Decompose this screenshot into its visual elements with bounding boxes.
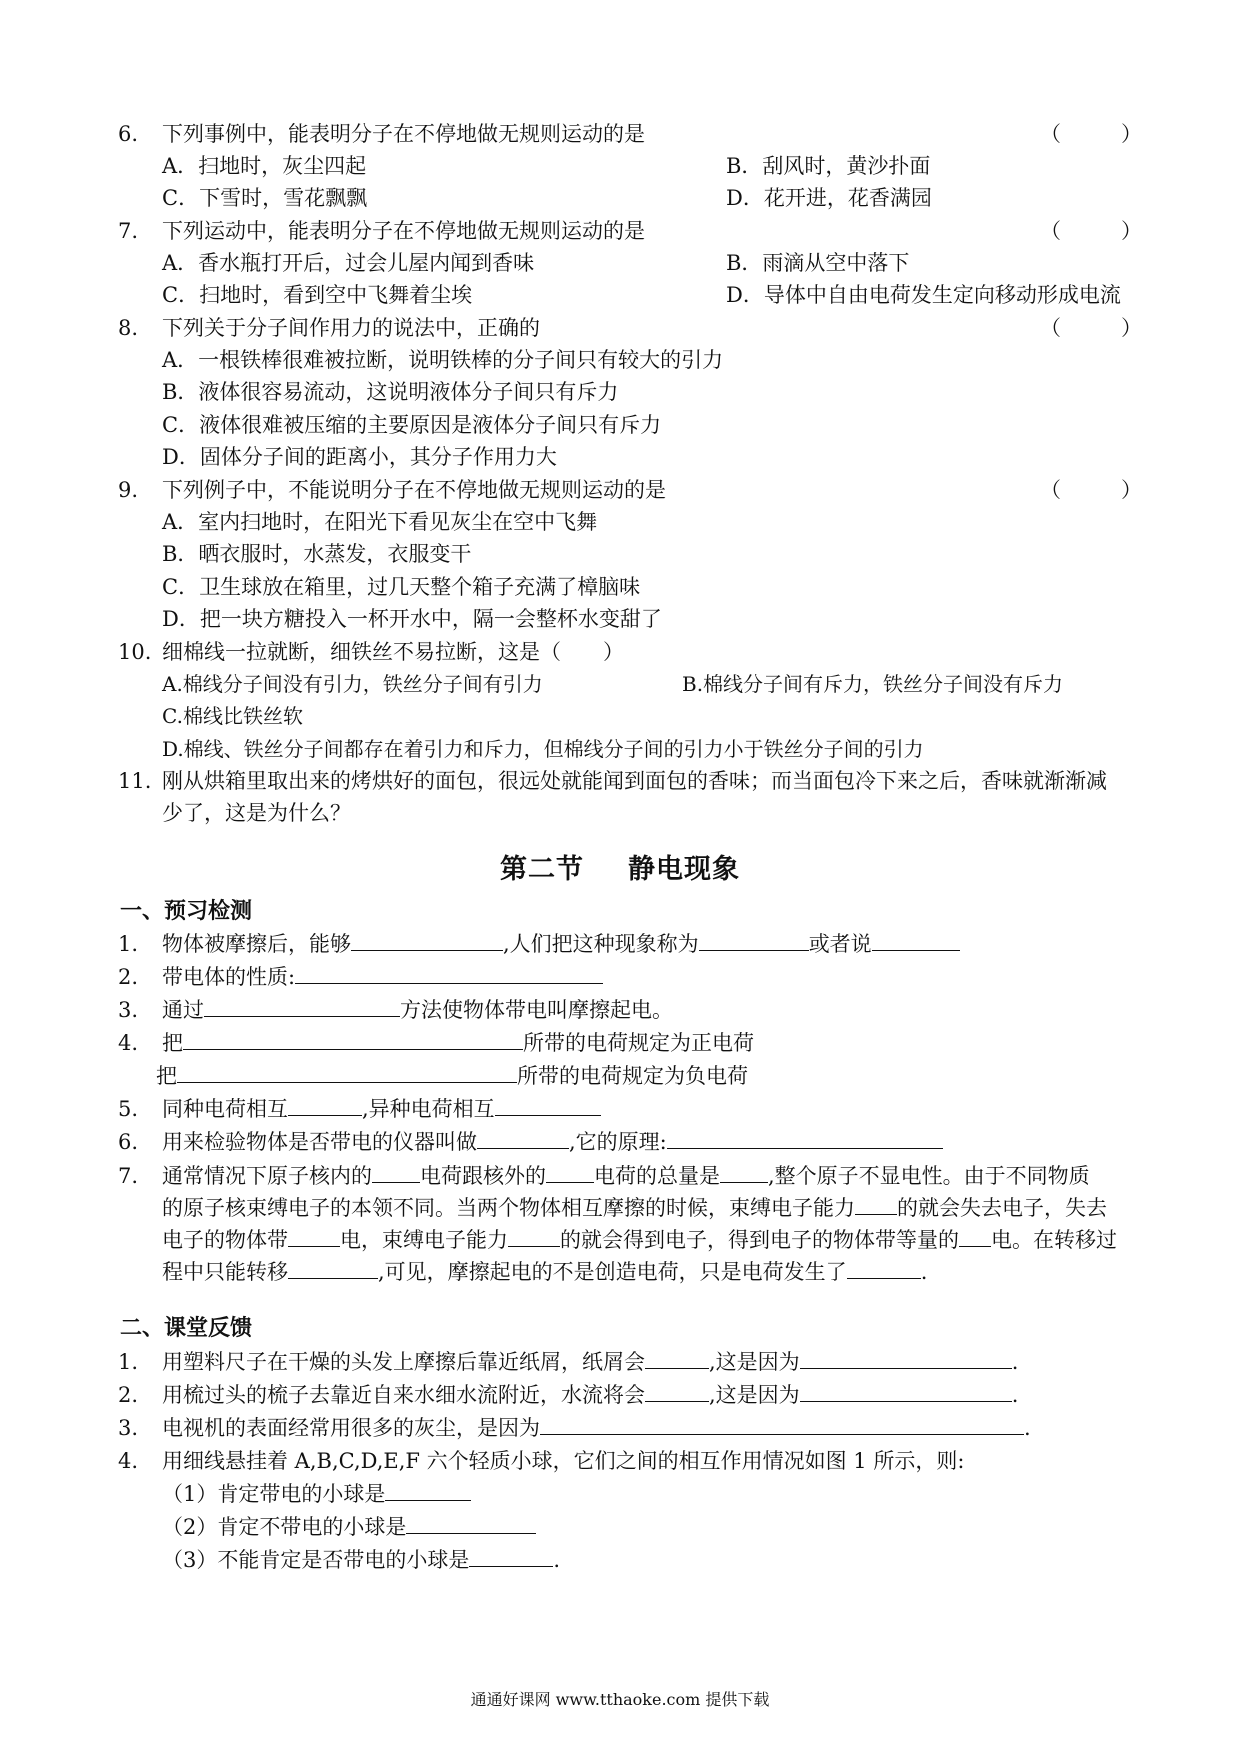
option-d: D．花开进，花香满园 [726, 186, 932, 210]
item-text: 电荷跟核外的 [420, 1164, 546, 1188]
item-number: 3. [118, 1416, 139, 1440]
option-b: B.棉线分子间有斥力，铁丝分子间没有斥力 [682, 672, 1064, 696]
item-text: 方法使物体带电叫摩擦起电。 [400, 998, 673, 1022]
item-text: 通常情况下原子核内的 [162, 1164, 372, 1188]
question-number: 8. [118, 316, 139, 340]
option-d: D.棉线、铁丝分子间都存在着引力和斥力，但棉线分子间的引力小于铁丝分子间的引力 [162, 737, 924, 761]
item-number: 1. [118, 1350, 139, 1374]
answer-blank[interactable] [800, 1348, 1012, 1369]
option-a: A．香水瓶打开后，过会儿屋内闻到香味 [162, 251, 535, 275]
option-a: A．室内扫地时，在阳光下看见灰尘在空中飞舞 [162, 510, 598, 534]
item-text: 物体被摩擦后，能够 [162, 932, 351, 956]
answer-blank[interactable] [540, 1414, 1024, 1435]
option-c: C．卫生球放在箱里，过几天整个箱子充满了樟脑味 [162, 575, 641, 599]
answer-blank[interactable] [959, 1226, 991, 1247]
page-footer: 通通好课网 www.tthaoke.com 提供下载 [470, 1690, 770, 1709]
option-a: A．扫地时，灰尘四起 [162, 154, 367, 178]
answer-blank[interactable] [699, 930, 809, 951]
item-number: 4. [118, 1031, 139, 1055]
item-text: 带电体的性质: [162, 965, 296, 989]
answer-blank[interactable] [645, 1381, 709, 1402]
question-text: 少了，这是为什么？ [162, 801, 351, 825]
answer-blank[interactable] [385, 1480, 471, 1501]
item-text: . [553, 1548, 561, 1572]
option-a: A．一根铁棒很难被拉断，说明铁棒的分子间只有较大的引力 [162, 348, 724, 372]
option-c: C．下雪时，雪花飘飘 [162, 186, 368, 210]
fill-blank-item [162, 1095, 601, 1123]
answer-blank[interactable] [406, 1513, 536, 1534]
item-text: （3）不能肯定是否带电的小球是 [162, 1548, 470, 1572]
answer-blank[interactable] [847, 1258, 921, 1279]
fill-blank-item [162, 1258, 927, 1286]
answer-blank[interactable] [495, 1095, 601, 1116]
answer-blank[interactable] [667, 1128, 943, 1149]
question-text: 刚从烘箱里取出来的烤烘好的面包，很远处就能闻到面包的香味；而当面包冷下来之后，香味就渐渐减 [162, 769, 1107, 793]
fill-blank-item [162, 1029, 754, 1057]
item-text: 所带的电荷规定为负电荷 [517, 1064, 748, 1088]
item-text: 所带的电荷规定为正电荷 [523, 1031, 754, 1055]
question-number: 9. [118, 478, 139, 502]
item-text: ,这是因为 [709, 1350, 800, 1374]
question-number: 7. [118, 219, 139, 243]
answer-parentheses: （） [1040, 478, 1202, 502]
item-text: . [1011, 1350, 1019, 1374]
question-stem: 下列例子中，不能说明分子在不停地做无规则运动的是 [162, 478, 666, 502]
item-text: 通过 [162, 998, 204, 1022]
answer-blank[interactable] [288, 1095, 362, 1116]
feedback-heading: 二、课堂反馈 [120, 1316, 253, 1341]
option-d: D．固体分子间的距离小，其分子作用力大 [162, 445, 557, 469]
item-text: 电子的物体带 [162, 1228, 288, 1252]
item-text: 同种电荷相互 [162, 1097, 288, 1121]
fill-blank-item [162, 1162, 1090, 1190]
question-number: 6. [118, 122, 139, 146]
item-text: . [1011, 1383, 1019, 1407]
answer-blank[interactable] [855, 1194, 897, 1215]
answer-parentheses: （） [1040, 316, 1202, 340]
item-text: ,它的原理: [569, 1130, 667, 1154]
item-text: 电。在转移过 [991, 1228, 1117, 1252]
answer-blank[interactable] [800, 1381, 1012, 1402]
item-number: 6. [118, 1130, 139, 1154]
question-stem: 细棉线一拉就断，细铁丝不易拉断，这是（ ） [162, 640, 624, 664]
question-number: 10. [118, 640, 152, 664]
fill-blank-item [162, 930, 960, 958]
answer-blank[interactable] [295, 963, 603, 984]
answer-blank[interactable] [508, 1226, 560, 1247]
answer-blank[interactable] [288, 1258, 378, 1279]
item-number: 3. [118, 998, 139, 1022]
answer-blank[interactable] [720, 1162, 768, 1183]
item-text: 用来检验物体是否带电的仪器叫做 [162, 1130, 477, 1154]
item-text: 把 [156, 1064, 177, 1088]
answer-blank[interactable] [469, 1546, 553, 1567]
answer-blank[interactable] [177, 1062, 517, 1083]
answer-blank[interactable] [183, 1029, 523, 1050]
item-text: 的原子核束缚电子的本领不同。当两个物体相互摩擦的时候，束缚电子能力 [162, 1196, 855, 1220]
fill-blank-item [162, 996, 673, 1024]
item-text: （1）肯定带电的小球是 [162, 1482, 386, 1506]
option-b: B．刮风时，黄沙扑面 [726, 154, 931, 178]
item-text: 电荷的总量是 [594, 1164, 720, 1188]
item-text: ,人们把这种现象称为 [503, 932, 699, 956]
item-text: . [920, 1260, 928, 1284]
answer-blank[interactable] [288, 1226, 340, 1247]
item-number: 5. [118, 1097, 139, 1121]
answer-blank[interactable] [204, 996, 400, 1017]
option-b: B．液体很容易流动，这说明液体分子间只有斥力 [162, 380, 619, 404]
option-c: C.棉线比铁丝软 [162, 704, 303, 728]
option-c: C．扫地时，看到空中飞舞着尘埃 [162, 283, 473, 307]
answer-parentheses: （） [1040, 219, 1202, 243]
answer-blank[interactable] [477, 1128, 569, 1149]
item-number: 2. [118, 1383, 139, 1407]
item-text: 的就会得到电子，得到电子的物体带等量的 [560, 1228, 959, 1252]
option-a: A.棉线分子间没有引力，铁丝分子间有引力 [162, 672, 543, 696]
question-stem: 用细线悬挂着 A,B,C,D,E,F 六个轻质小球，它们之间的相互作用情况如图 1 所示，则: [162, 1449, 965, 1473]
option-d: D．把一块方糖投入一杯开水中，隔一会整杯水变甜了 [162, 607, 662, 631]
fill-blank-item [162, 1226, 1117, 1254]
item-text: ,异种电荷相互 [362, 1097, 495, 1121]
answer-blank[interactable] [645, 1348, 709, 1369]
option-d: D．导体中自由电荷发生定向移动形成电流 [726, 283, 1121, 307]
answer-parentheses: （） [1040, 122, 1202, 146]
fill-blank-item [162, 1348, 1018, 1376]
fill-blank-item [156, 1062, 748, 1090]
answer-blank[interactable] [872, 930, 960, 951]
item-text: ,可见，摩擦起电的不是创造电荷，只是电荷发生了 [378, 1260, 847, 1284]
item-text: 把 [162, 1031, 183, 1055]
fill-blank-item [162, 1513, 536, 1541]
item-text: 或者说 [808, 932, 872, 956]
answer-blank[interactable] [351, 930, 503, 951]
fill-blank-item [162, 1381, 1018, 1409]
preview-heading: 一、预习检测 [120, 899, 253, 924]
fill-blank-item [162, 1194, 1107, 1222]
section-title-name: 静电现象 [628, 854, 740, 885]
item-text: 用梳过头的梳子去靠近自来水细水流附近，水流将会 [162, 1383, 645, 1407]
item-text: ,这是因为 [709, 1383, 800, 1407]
item-text: 电，束缚电子能力 [340, 1228, 508, 1252]
item-text: . [1024, 1416, 1031, 1440]
fill-blank-item [162, 1414, 1031, 1442]
fill-blank-item [162, 1128, 943, 1156]
question-number: 11. [118, 769, 152, 793]
section-title-number: 第二节 [500, 854, 584, 885]
answer-blank[interactable] [372, 1162, 420, 1183]
fill-blank-item [162, 963, 603, 991]
question-stem: 下列关于分子间作用力的说法中，正确的 [162, 316, 540, 340]
fill-blank-item [162, 1480, 471, 1508]
question-stem: 下列运动中，能表明分子在不停地做无规则运动的是 [162, 219, 645, 243]
item-number: 4. [118, 1449, 139, 1473]
option-b: B．雨滴从空中落下 [726, 251, 910, 275]
item-text: 的就会失去电子，失去 [897, 1196, 1107, 1220]
item-text: 用塑料尺子在干燥的头发上摩擦后靠近纸屑，纸屑会 [162, 1350, 645, 1374]
item-number: 1. [118, 932, 139, 956]
fill-blank-item [162, 1546, 560, 1574]
item-number: 2. [118, 965, 139, 989]
section-title [0, 853, 1240, 887]
answer-blank[interactable] [546, 1162, 594, 1183]
item-text: （2）肯定不带电的小球是 [162, 1515, 407, 1539]
option-b: B．晒衣服时，水蒸发，衣服变干 [162, 542, 472, 566]
question-stem: 下列事例中，能表明分子在不停地做无规则运动的是 [162, 122, 645, 146]
item-text: ,整个原子不显电性。由于不同物质 [768, 1164, 1090, 1188]
item-text: 程中只能转移 [162, 1260, 288, 1284]
item-number: 7. [118, 1164, 139, 1188]
item-text: 电视机的表面经常用很多的灰尘，是因为 [162, 1416, 540, 1440]
option-c: C．液体很难被压缩的主要原因是液体分子间只有斥力 [162, 413, 662, 437]
